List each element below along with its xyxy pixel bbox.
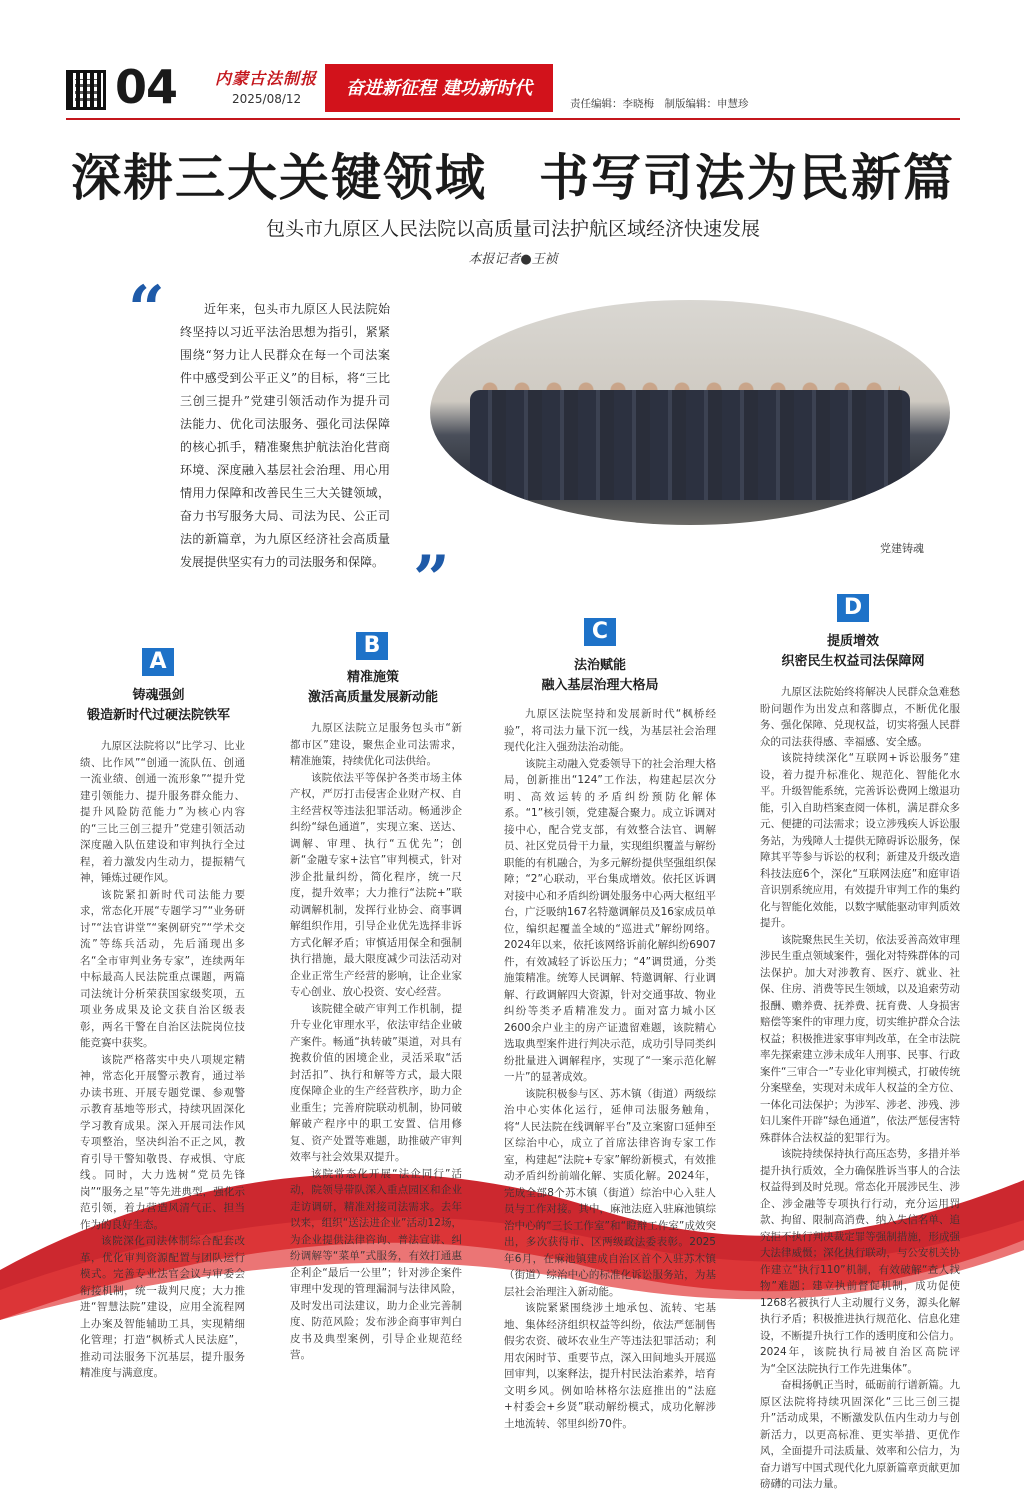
section-d-badge: D [837, 594, 869, 622]
section-b-title-line2: 激活高质量发展新动能 [307, 690, 438, 705]
section-c-title [502, 656, 698, 696]
article-title: 深耕三大关键领域 书写司法为民新篇 [71, 148, 955, 207]
editor-credits: 责任编辑：李晓梅 制版编辑：申慧珍 [570, 98, 749, 110]
section-a-title-line1: 铸魂强剑 [132, 688, 185, 703]
section-a-body [80, 738, 245, 1382]
section-b-title [278, 668, 468, 708]
section-b-paragraph: 九原区法院立足服务包头市“新都市区”建设，聚焦企业司法需求，精准施策，持续优化司法供给。 [290, 722, 462, 767]
section-d-paragraph: 该院聚焦民生关切，依法妥善高效审理涉民生重点领域案件，强化对特殊群体的司法保护。加大对涉教育、医疗、就业、社保、住房、消费等民生领域，以及追索劳动报酬、赡养费、抚养费、抚育费、人身损害赔偿等案件的审理力度，切实维护群众合法权益；积极推进家事审判改革，在全市法院率先探索建立涉未成年人刑事、民事、行政案件“三审合一”专业化审判模式，打破传统分案壁垒，实现对未成年人权益的全方位、一体化司法保护；为涉军、涉老、涉残、涉妇儿案件开辟“绿色通道”，依法严惩侵害特殊群体合法权益的犯罪行为。 [760, 933, 960, 1144]
open-quote-icon: “ [128, 272, 165, 347]
section-d-title [748, 632, 958, 672]
section-c-body [504, 706, 716, 1432]
section-d-paragraph: 奋楫扬帆正当时，砥砺前行谱新篇。九原区法院将持续巩固深化“三比三创三提升”活动成果，不断激发队伍内生动力与创新活力，以更高标准、更实举措、更优作风，全面提升司法质量、效率和公信力，为奋力谱写中国式现代化九原新篇章贡献更加磅礴的司法力量。 [760, 1379, 960, 1490]
section-b-paragraph: 该院常态化开展“法企同行”活动，院领导带队深入重点园区和企业走访调研，精准对接司法需求。去年以来，组织“送法进企业”活动12场，为企业提供法律咨询、普法宣讲、纠纷调解等“菜单”式服务，有效打通惠企利企“最后一公里”；针对涉企案件审理中发现的管理漏洞与法律风险，及时发出司法建议，助力企业完善制度、防范风险；发布涉企商事审判白皮书及典型案例，引导企业规范经营。 [290, 1167, 462, 1361]
photo-caption: 党建铸魂 [880, 542, 924, 555]
lead-paragraph: 近年来，包头市九原区人民法院始终坚持以习近平法治思想为指引，紧紧围绕“努力让人民群众在每一个司法案件中感受到公平正义”的目标，将“三比三创三提升”党建引领活动作为提升司法能力、优化司法服务、强化司法保障的核心抓手，精准聚焦护航法治化营商环境、深度融入基层社会治理、用心用情用力保障和改善民生三大关键领域，奋力书写服务大局、司法为民、公正司法的新篇章，为九原区经济社会高质量发展提供坚实有力的司法服务和保障。 [180, 302, 390, 569]
section-a-paragraph: 该院紧扣新时代司法能力要求，常态化开展“专题学习”“业务研讨”“法官讲堂”“案例研究”“学术交流”等练兵活动，先后涌现出多名“全市审判业务专家”，连续两年中标最高人民法院重点课题，两篇司法统计分析荣获国家级奖项，五项业务成果及论文获自治区级表彰，两名干警在自治区法院岗位技能竞赛中获奖。 [80, 888, 245, 1049]
section-a-title [66, 686, 251, 726]
section-a-paragraph: 该院深化司法体制综合配套改革，优化审判资源配置与团队运行模式。完善专业法官会议与审委会衔接机制，统一裁判尺度；大力推进“智慧法院”建设，应用全流程网上办案及智能辅助工具，实现精细化管理；打造“枫桥式人民法庭”，推动司法服务下沉基层，提升服务精准度与满意度。 [80, 1235, 245, 1379]
section-a-paragraph: 九原区法院将以“比学习、比业绩、比作风”“创通一流队伍、创通一流业绩、创通一流形象”“提升党建引领能力、提升服务群众能力、提升风险防范能力”为核心内容的“三比三创三提升”党建引领活动深度融入队伍建设和审判执行全过程，着力激发内生动力，提振精气神，锤炼过硬作风。 [80, 740, 245, 884]
section-c-paragraph: 该院主动融入党委领导下的社会治理大格局，创新推出“124”工作法，构建起层次分明、高效运转的矛盾纠纷预防化解体系。“1”核引领，党建凝合聚力。成立诉调对接中心，配合党支部，有效整合法官、调解员、社区党员骨干力量，实现组织覆盖与解纷职能的有机融合，为多元解纷提供坚强组织保障；“2”心联动，平台集成增效。依托区诉调对接中心和矛盾纠纷调处服务中心两大枢纽平台，广泛吸纳167名特邀调解员及16家成员单位，编织起覆盖全域的“巡进式”解纷网络。2024年以来，依托该网络诉前化解纠纷6907件，有效减轻了诉讼压力；“4”调贯通，分类施策精准。统筹人民调解、特邀调解、行业调解、行政调解四大资源，针对交通事故、物业纠纷等类矛盾精准发力。面对富力城小区2600余户业主的房产证遗留难题，该院精心选取典型案件进行判决示范，成功引导同类纠纷批量进入调解程序，实现了“一案示范化解一片”的显著成效。 [504, 757, 716, 1083]
section-d-title-line2: 织密民生权益司法保障网 [781, 654, 925, 669]
header-divider [66, 118, 960, 120]
section-b-badge: B [356, 632, 388, 660]
section-d-paragraph: 九原区法院始终将解决人民群众急难愁盼问题作为出发点和落脚点，不断优化服务、强化保障、兑现权益，切实将强人民群众的司法获得感、幸福感、安全感。 [760, 686, 960, 748]
section-b-title-line1: 精准施策 [346, 670, 399, 685]
byline: 本报记者●王祯 [468, 252, 558, 267]
section-c-title-line2: 融入基层治理大格局 [541, 678, 659, 693]
section-a-paragraph: 该院严格落实中央八项规定精神，常态化开展警示教育，通过举办读书班、开展专题党课、参观警示教育基地等形式，持续巩固深化学习教育成果。深入开展司法作风专项整治，坚决纠治不正之风，教育引导干警知敬畏、存戒惧、守底线。同时，大力选树“党员先锋岗”“服务之星”等先进典型，强化示范引领，着力营造风清气正、担当作为的良好生态。 [80, 1053, 245, 1231]
section-d-title-line1: 提质增效 [826, 634, 879, 649]
section-a-title-line2: 锻造新时代过硬法院铁军 [86, 708, 230, 723]
section-c-badge: C [584, 618, 616, 646]
section-b-paragraph: 该院依法平等保护各类市场主体产权，严厉打击侵害企业财产权、自主经营权等违法犯罪活动。畅通涉企纠纷“绿色通道”，实现立案、送达、调解、审理、执行“五优先”；创新“金融专家+法官”审判模式，针对涉企批量纠纷，简化程序，统一尺度，提升效率；大力推行“法院+”联动调解机制，发挥行业协会、商事调解组织作用，引导企业优先选择非诉方式化解矛盾；审慎适用保全和强制执行措施，最大限度减少司法活动对企业正常生产经营的影响，让企业家专心创业、放心投资、安心经营。 [290, 771, 462, 998]
article-subtitle: 包头市九原区人民法院以高质量司法护航区域经济快速发展 [265, 218, 760, 240]
oath-photo [430, 300, 950, 525]
newspaper-logo: 内蒙古法制报 [215, 69, 318, 88]
section-b-paragraph: 该院健全破产审判工作机制，提升专业化审理水平，依法审结企业破产案件。畅通“执转破”渠道，对具有挽救价值的困境企业，灵活采取“活封活扣”、执行和解等方式，最大限度保障企业的生产经营秩序，助力企业重生；完善府院联动机制，协同破解破产程序中的职工安置、信用修复、资产处置等难题，助推破产审判效率与社会效果双提升。 [290, 1002, 462, 1163]
issue-date: 2025/08/12 [232, 92, 302, 106]
section-a-badge: A [142, 648, 174, 676]
section-b-body [290, 720, 462, 1364]
photo-people-bodies [470, 390, 910, 500]
slogan-text: 奋进新征程 建功新时代 [345, 78, 533, 99]
section-c-paragraph: 九原区法院坚持和发展新时代“枫桥经验”，将司法力量下沉一线，为基层社会治理现代化注入强劲法治动能。 [504, 708, 716, 753]
section-c-paragraph: 该院积极参与区、苏木镇（街道）两级综治中心实体化运行，延伸司法服务触角，将“人民法院在线调解平台”及立案窗口延伸至区综治中心，成立了首席法律咨询专家工作室，构建起“法院+专家”解纷新模式，有效推动矛盾纠纷前端化解、实质化解。2024年，完成全部8个苏木镇（街道）综治中心入驻人员与工作对接。其中，麻池法庭入驻麻池镇综治中心的“三长工作室”和“瞪辩工作室”成效突出，多次获得市、区两级政法委表彰。2025年6月，在麻池镇建成自治区首个入驻苏木镇（街道）综治中心的标准化诉讼服务站，为基层社会治理注入新动能。 [504, 1087, 716, 1298]
close-quote-icon: ” [413, 542, 450, 617]
page-number: 04 [115, 60, 178, 114]
section-d-paragraph: 该院持续深化“互联网+诉讼服务”建设，着力提升标准化、规范化、智能化水平。升级智能系统，完善诉讼费网上缴退功能，引入自助档案查阅一体机，满足群众多元、便捷的司法需求；设立涉残疾人诉讼服务站，为残障人士提供无障碍诉讼服务，保障其平等参与诉讼的权利；新建及升级改造科技法庭6个，深化“互联网法庭”和庭审语音识别系统应用，有效提升审判工作的集约化与智能化效能，以数字赋能驱动审判质效提升。 [760, 752, 960, 929]
section-d-body [760, 684, 960, 1493]
section-c-paragraph: 该院紧紧围绕涉土地承包、流转、宅基地、集体经济组织权益等纠纷，依法严惩制售假劣农资、破坏农业生产等违法犯罪活动；利用农闲时节、重要节点，深入田间地头开展巡回审判，以案释法，提升村民法治素养，培育文明乡风。例如哈林格尔法庭推出的“法庭+村委会+乡贤”联动解纷模式，成功化解涉土地流转、邻里纠纷70件。 [504, 1302, 716, 1430]
section-c-title-line1: 法治赋能 [573, 658, 626, 673]
section-d-paragraph: 该院持续保持执行高压态势，多措并举提升执行质效，全力确保胜诉当事人的合法权益得到及时兑现。常态化开展涉民生、涉企、涉金融等专项执行行动，充分运用罚款、拘留、限制高消费、纳入失信名单、追究拒不执行判决裁定罪等强制措施，形成强大法律威慑；深化执行联动，与公安机关协作建立“执行110”机制，有效破解“查人找物”难题；建立执前督促机制，成功促使1268名被执行人主动履行义务，源头化解执行矛盾；积极推进执行规范化、信息化建设，不断提升执行工作的透明度和公信力。2024年，该院执行局被自治区高院评为“全区法院执行工作先进集体”。 [760, 1148, 960, 1375]
qr-code-icon [66, 70, 106, 110]
